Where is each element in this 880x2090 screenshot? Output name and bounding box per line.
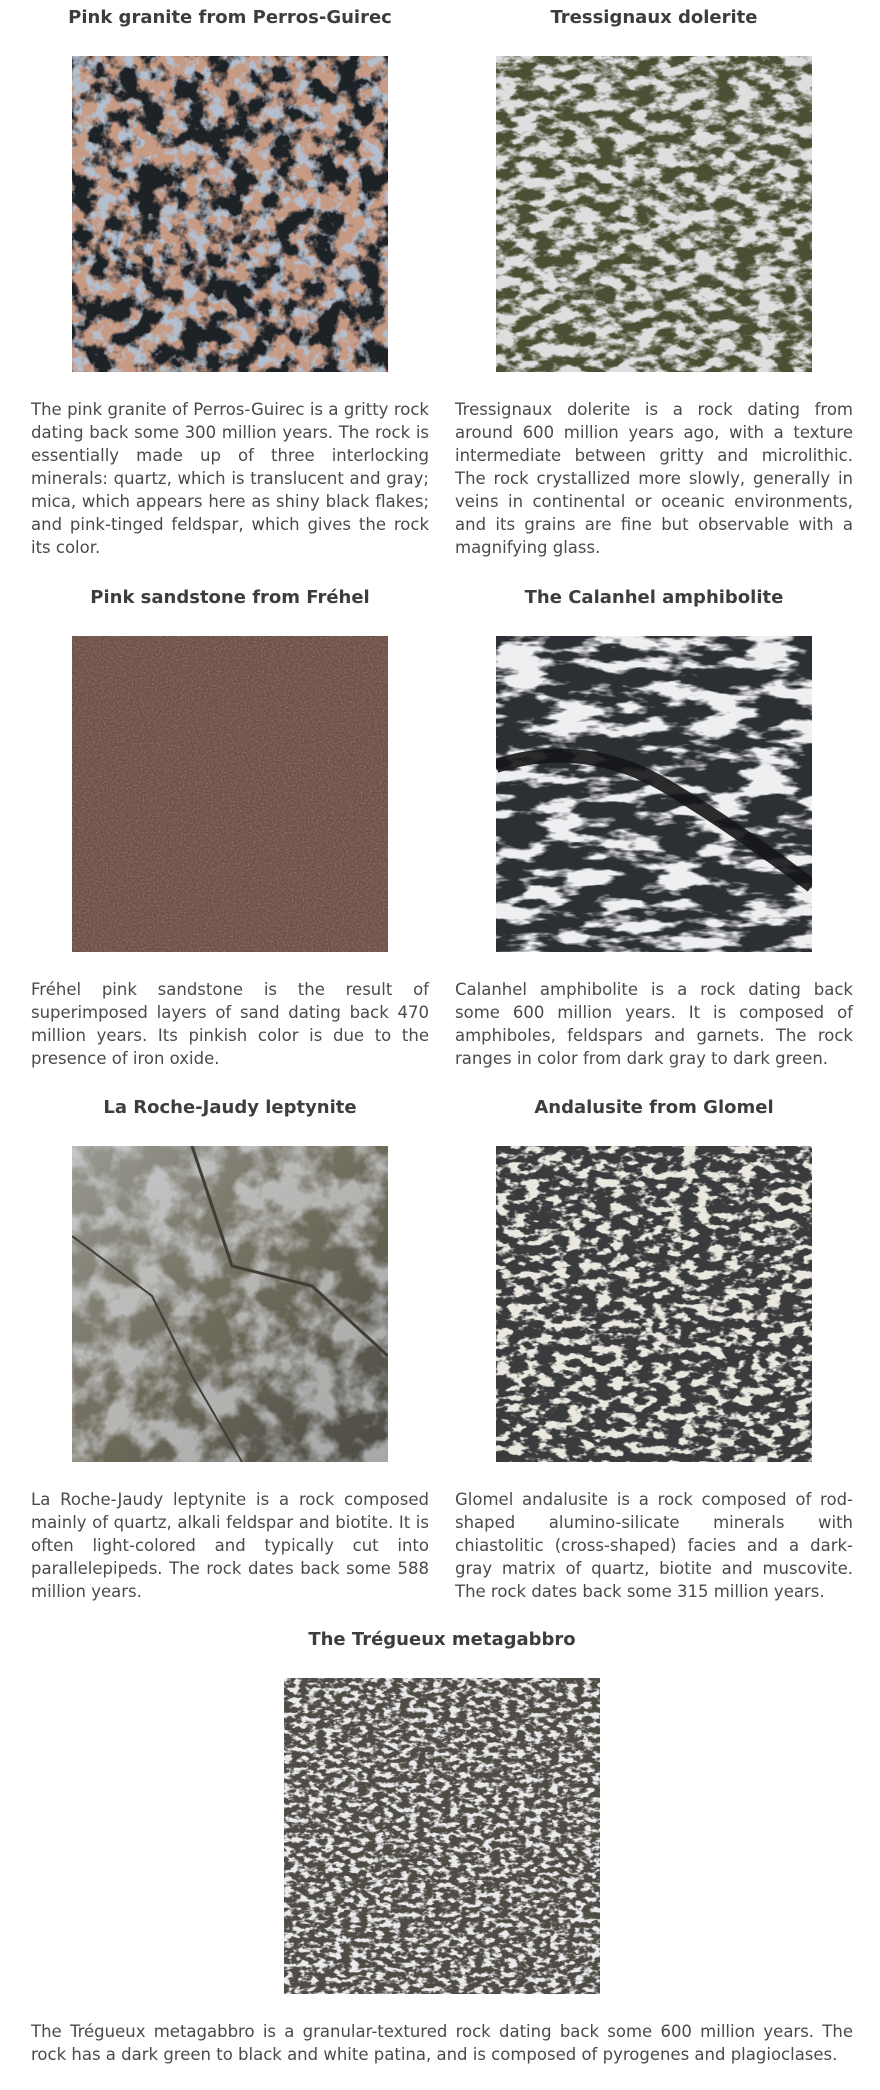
rock-description: Calanhel amphibolite is a rock dating back some 600 million years. It is composed of amphiboles, feldspars and garnets. The rock ranges in color from dark gray to dark green. xyxy=(455,980,853,1068)
rock-title: La Roche-Jaudy leptynite xyxy=(103,1097,357,1118)
rock-description: Fréhel pink sandstone is the result of superimposed layers of sand dating back 470 million years. Its pinkish color is due to the presence of iron oxide. xyxy=(31,980,429,1068)
rock-photo-pink-granite xyxy=(72,56,388,372)
rock-card-sandstone xyxy=(31,580,429,1100)
rock-title: Andalusite from Glomel xyxy=(534,1097,774,1118)
rock-card-metagabbro xyxy=(31,1624,853,2074)
rock-photo-leptynite xyxy=(72,1146,388,1462)
rock-card-andalusite xyxy=(455,1090,853,1610)
rock-title: The Calanhel amphibolite xyxy=(524,587,784,608)
rock-photo-dolerite xyxy=(496,56,812,372)
rock-photo-sandstone xyxy=(72,636,388,952)
rock-card-dolerite xyxy=(455,0,853,557)
rock-description: The pink granite of Perros-Guirec is a gritty rock dating back some 300 million years. The rock is essentially made up of three interlocking minerals: quartz, which is translucent and gray; mica, which appears here as shiny black flakes; and pink-tinged feldspar, which gives the rock its color. xyxy=(31,400,429,557)
rock-card-pink-granite xyxy=(31,0,429,557)
rock-description: Tressignaux dolerite is a rock dating from around 600 million years ago, with a texture intermediate between gritty and microlithic. The rock crystallized more slowly, generally in veins in continental or oceanic environments, and its grains are fine but observable with a magnifying glass. xyxy=(455,400,853,557)
rock-photo-metagabbro xyxy=(284,1678,600,1994)
rock-photo-andalusite xyxy=(496,1146,812,1462)
rock-title: Pink granite from Perros-Guirec xyxy=(68,7,392,28)
rock-description: The Trégueux metagabbro is a granular-textured rock dating back some 600 million years. The rock has a dark green to black and white patina, and is composed of pyrogenes and plagioclases. xyxy=(31,2022,853,2064)
rock-card-amphibolite xyxy=(455,580,853,1100)
rock-description: La Roche-Jaudy leptynite is a rock composed mainly of quartz, alkali feldspar and biotite. It is often light-colored and typically cut into parallelepipeds. The rock dates back some 588 million years. xyxy=(31,1490,429,1601)
rock-title: Tressignaux dolerite xyxy=(550,7,758,28)
rock-description: Glomel andalusite is a rock composed of rod-shaped alumino-silicate minerals with chiastolitic (cross-shaped) facies and a dark-gray matrix of quartz, biotite and muscovite. The rock dates back some 315 million years. xyxy=(455,1490,853,1601)
rock-card-leptynite xyxy=(31,1090,429,1610)
rock-photo-amphibolite xyxy=(496,636,812,952)
rock-title: Pink sandstone from Fréhel xyxy=(90,587,370,608)
rock-title: The Trégueux metagabbro xyxy=(308,1629,576,1650)
